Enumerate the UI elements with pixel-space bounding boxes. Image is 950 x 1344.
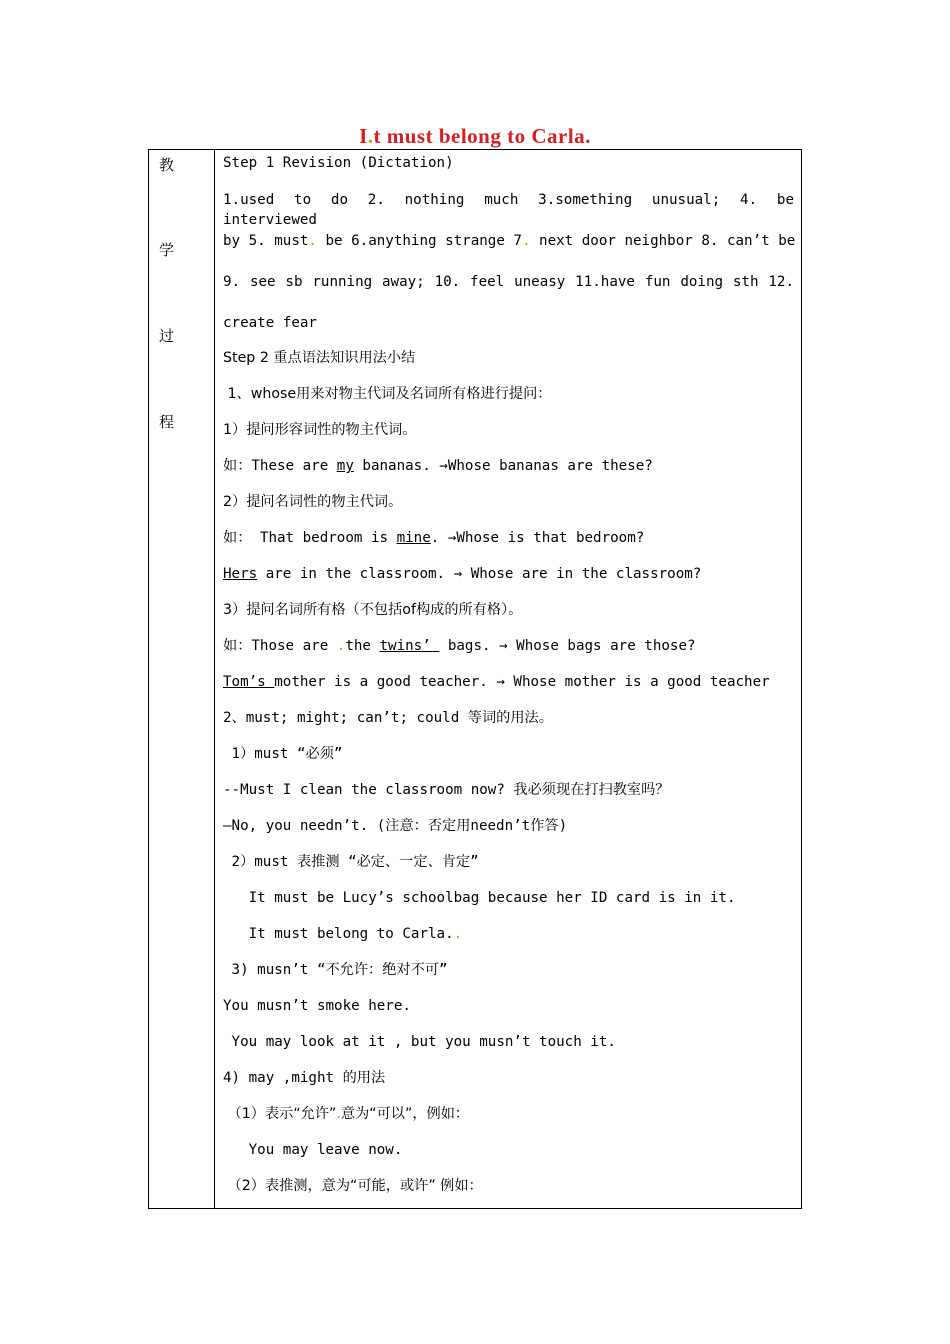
grammar-line: 1）提问形容词性的物主代词。 [223,422,417,438]
text-run: mother is a good teacher. → Whose mother is a good teacher [274,674,770,690]
side-label: 程 [159,413,175,431]
lesson-table [148,149,802,1209]
text-run: . →Whose is that bedroom? [430,530,645,546]
grammar-line [223,1104,469,1124]
example-line: It must be Lucy’s schoolbag because her ID card is in it. [223,890,736,906]
step2-heading: Step 2 重点语法知识用法小结 [223,350,416,366]
underlined-word: Tom’s [223,674,275,690]
example-line: --Must I clean the classroom now? 我必须现在打扫教室吗？ [223,782,670,798]
text-run: It must belong to Carla. [223,926,454,942]
example-line: You may look at it , but you musn’t touch it. [223,1034,616,1050]
example-line [223,636,696,656]
text-run: 如： That bedroom is [223,530,397,546]
mark: . [453,926,463,942]
page-title [0,124,950,149]
text-run: bags. → Whose bags are those? [439,638,696,654]
example-line [223,528,644,548]
mark: . [521,233,531,249]
grammar-line: 3) musn’t “不允许：绝对不可” [223,962,448,978]
title-part: t must belong to Carla. [373,124,591,148]
text-run: be 6.anything strange 7 [316,233,522,249]
grammar-line: 2、must; might; can’t; could 等词的用法。 [223,710,553,726]
title-part: I [359,124,368,148]
grammar-line: 3）提问名词所有格（不包括of构成的所有格）。 [223,602,523,618]
example-line: —No, you needn’t. (注意：否定用needn’t作答) [223,818,568,834]
text-run: the [345,638,380,654]
grammar-line: 2）must 表推测 “必定、一定、肯定” [223,854,479,870]
text-run: 如：These are [223,458,337,474]
side-label: 教 [159,156,175,174]
text-run: next door neighbor 8. can’t be [530,233,796,249]
side-label: 过 [159,327,175,345]
underlined-word: twins’ [379,638,440,654]
side-label: 学 [159,241,175,259]
dictation-line: 9. see sb running away; 10. feel uneasy 11.have fun doing sth 12. [223,274,794,290]
underlined-word: Hers [223,566,258,582]
example-line [223,456,653,476]
text-run: are in the classroom. → Whose are in the classroom? [257,566,702,582]
dictation-line: create fear [223,315,317,331]
example-line [223,924,462,944]
grammar-line: （2）表推测，意为“可能，或许” 例如： [223,1178,483,1194]
text-run: by 5. must [223,233,309,249]
grammar-line: 4) may ,might 的用法 [223,1070,386,1086]
column-divider [214,150,215,1208]
example-line: You may leave now. [223,1142,403,1158]
mark: . [308,233,317,249]
dictation-line: 1.used to do 2. nothing much 3.something unusual; 4. be interviewed [223,192,794,228]
text-run: 如：Those are [223,638,337,654]
grammar-line: 2）提问名词性的物主代词。 [223,494,403,510]
mark: . [336,638,346,654]
underlined-word: mine [396,530,431,546]
text-run: bananas. →Whose bananas are these? [353,458,653,474]
grammar-line: 1、whose用来对物主代词及名词所有格进行提问： [223,386,552,402]
example-line [223,564,701,584]
text-run: （1）表示“允许” [223,1106,337,1122]
step1-heading: Step 1 Revision (Dictation) [223,155,454,171]
example-line [223,672,770,692]
underlined-word: my [336,458,354,474]
text-run: 意为“可以”，例如： [340,1106,470,1122]
grammar-line: 1）must “必须” [223,746,343,762]
mark: . [367,124,374,148]
mark: . [336,1106,341,1122]
example-line: You musn’t smoke here. [223,998,411,1014]
dictation-line [223,231,795,251]
